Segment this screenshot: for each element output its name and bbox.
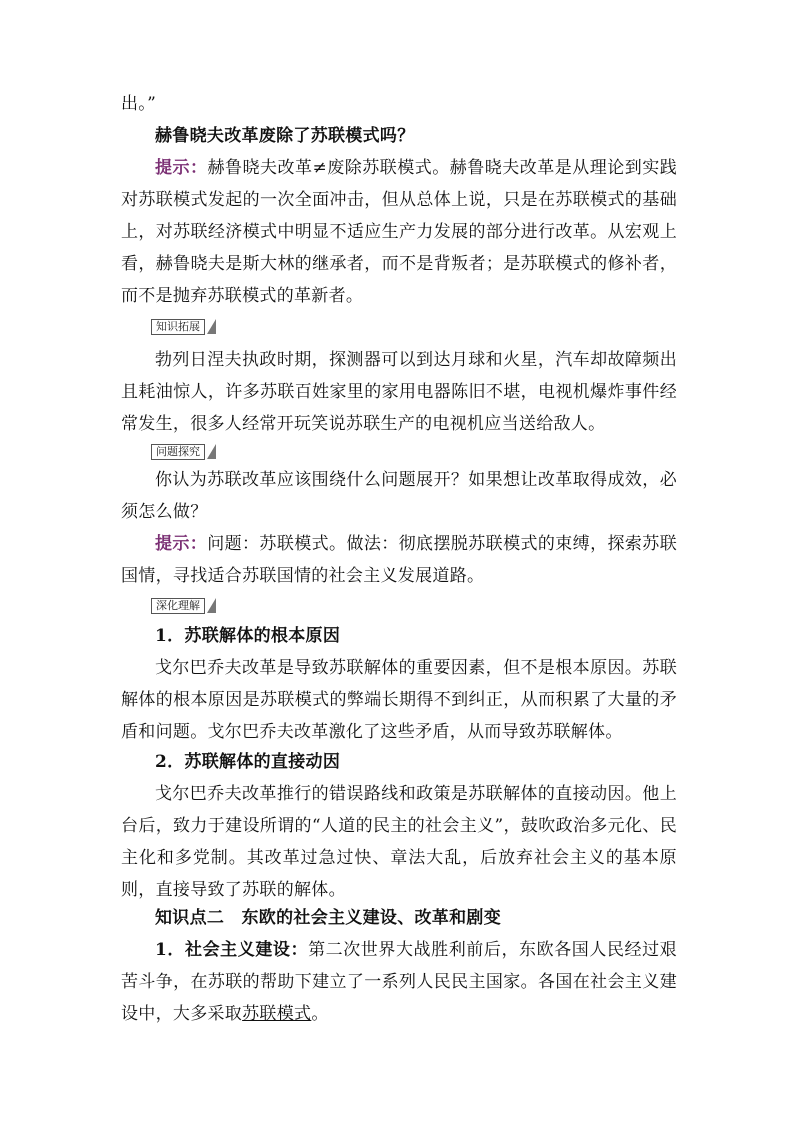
item-1-underlined: 苏联模式	[242, 1004, 312, 1024]
explore-question: 你认为苏联改革应该围绕什么问题展开？如果想让改革取得成效，必须怎么做？	[121, 470, 677, 522]
item-1	[121, 934, 677, 1030]
deepen-heading-1: 1．苏联解体的根本原因	[155, 626, 341, 646]
hint-explore-text: 问题：苏联模式。做法：彻底摆脱苏联模式的束缚，探索苏联国情，寻找适合苏联国情的社会主义发展道路。	[121, 534, 677, 586]
hint-khrushchev-text: 赫鲁晓夫改革≠废除苏联模式。赫鲁晓夫改革是从理论到实践对苏联模式发起的一次全面冲击，但从总体上说，只是在苏联模式的基础上，对苏联经济模式中明显不适应生产力发展的部分进行改革。从宏观上看，赫鲁晓夫是斯大林的继承者，而不是背叛者；是苏联模式的修补者，而不是抛弃苏联模式的革新者。	[121, 158, 677, 306]
hint-khrushchev	[121, 152, 677, 312]
tag-problem-explore	[151, 443, 216, 460]
hint-explore	[121, 528, 677, 592]
hint-label: 提示：	[155, 158, 208, 178]
item-1-end: 。	[311, 1004, 329, 1024]
tag-deepen-label: 深化理解	[151, 598, 205, 614]
paragraph-intro-end	[121, 88, 677, 120]
hint-label: 提示：	[155, 534, 208, 554]
tag-knowledge-extension	[151, 318, 216, 335]
tag-corner-icon	[207, 598, 216, 613]
deepen-text-2: 戈尔巴乔夫改革推行的错误路线和政策是苏联解体的直接动因。他上台后，致力于建设所谓的“人道的民主的社会主义”，鼓吹政治多元化、民主化和多党制。其改革过急过快、章法大乱，后放弃社会主义的基本原则，直接导致了苏联的解体。	[121, 784, 677, 900]
intro-end-text: 出。”	[121, 94, 157, 114]
tag-deepen-understanding	[151, 597, 216, 614]
tag-corner-icon	[207, 444, 216, 459]
question-khrushchev: 赫鲁晓夫改革废除了苏联模式吗？	[155, 126, 415, 146]
knowledge-extension-text: 勃列日涅夫执政时期，探测器可以到达月球和火星，汽车却故障频出且耗油惊人，许多苏联百姓家里的家用电器陈旧不堪，电视机爆炸事件经常发生，很多人经常开玩笑说苏联生产的电视机应当送给敌人。	[121, 350, 677, 434]
deepen-text-1: 戈尔巴乔夫改革是导致苏联解体的重要因素，但不是根本原因。苏联解体的根本原因是苏联模式的弊端长期得不到纠正，从而积累了大量的矛盾和问题。戈尔巴乔夫改革激化了这些矛盾，从而导致苏联解体。	[121, 658, 677, 742]
item-1-text: 第二次世界大战胜利前后，东欧各国人民经过艰苦斗争，在苏联的帮助下建立了一系列人民民主国家。各国在社会主义建设中，大多采取	[121, 940, 677, 1024]
section-title: 知识点二 东欧的社会主义建设、改革和剧变	[155, 908, 501, 928]
item-1-label: 1．社会主义建设：	[155, 940, 309, 960]
tag-knowledge-label: 知识拓展	[151, 319, 205, 335]
tag-explore-label: 问题探究	[151, 444, 205, 460]
tag-corner-icon	[207, 319, 216, 334]
deepen-heading-2: 2．苏联解体的直接动因	[155, 752, 341, 772]
